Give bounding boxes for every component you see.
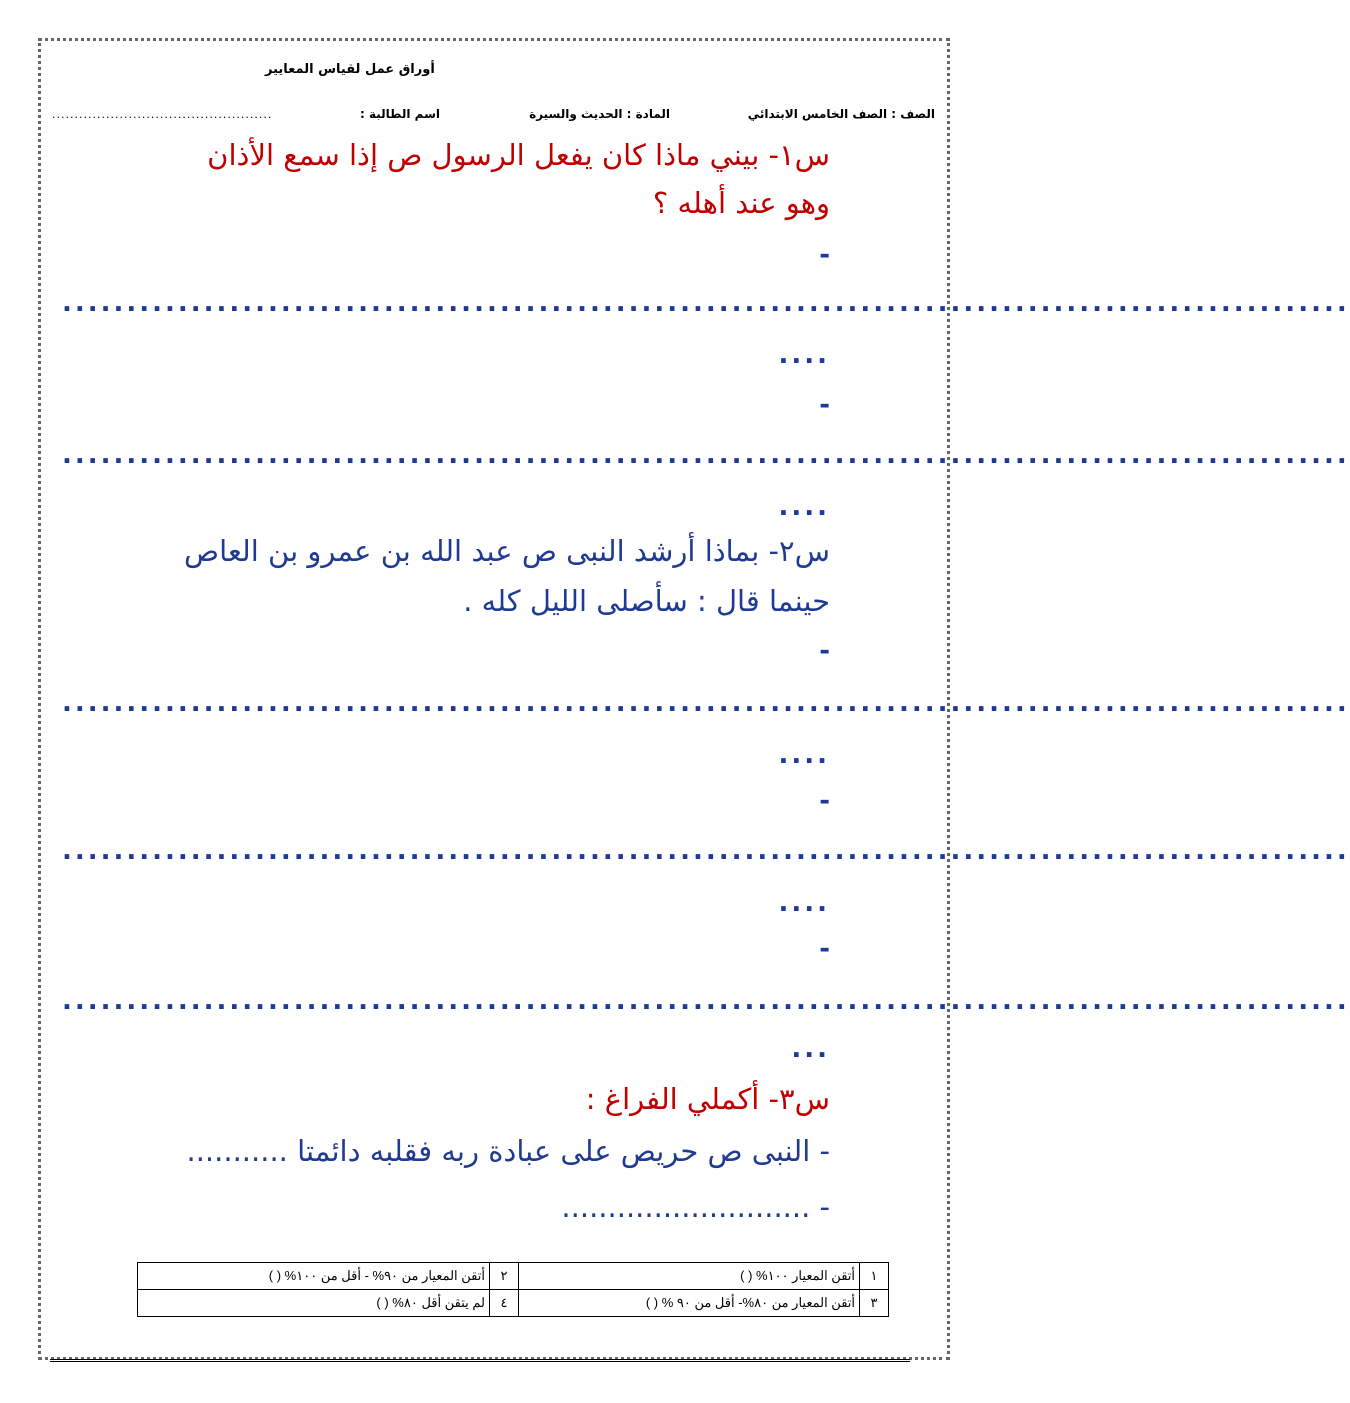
subject-label: المادة : الحديث والسيرة xyxy=(529,107,670,121)
answer-dash: - xyxy=(819,636,830,666)
answer-line-end[interactable]: .... xyxy=(778,492,830,522)
criteria-cell[interactable]: أتقن المعيار من ٨٠%- أقل من ٩٠ % ( ) xyxy=(518,1290,859,1317)
criteria-table xyxy=(137,1262,889,1317)
answer-dash: - xyxy=(819,390,830,420)
answer-line[interactable]: .................................................................................................... xyxy=(62,440,1350,470)
answer-dash: - xyxy=(819,240,830,270)
question-3-item-2[interactable]: - ........................... xyxy=(561,1190,830,1224)
student-name-blank[interactable]: ................................................. xyxy=(52,108,273,121)
question-3-title: س٣- أكملي الفراغ : xyxy=(585,1082,830,1116)
criteria-number: ٢ xyxy=(489,1263,518,1290)
answer-line[interactable]: .................................................................................................... xyxy=(62,288,1350,318)
answer-line-end[interactable]: .... xyxy=(778,740,830,770)
criteria-number: ٣ xyxy=(860,1290,889,1317)
bottom-divider xyxy=(50,1359,910,1362)
student-name-label: اسم الطالبة : xyxy=(360,107,440,121)
answer-line-end[interactable]: .... xyxy=(778,888,830,918)
question-2-line-2: حينما قال : سأصلى الليل كله . xyxy=(463,584,830,618)
table-row xyxy=(138,1290,889,1317)
worksheet-title: أوراق عمل لقياس المعايير xyxy=(265,62,435,77)
table-row xyxy=(138,1263,889,1290)
grade-label: الصف : الصف الخامس الابتدائي xyxy=(747,107,935,121)
question-1-line-1: س١- بيني ماذا كان يفعل الرسول ص إذا سمع الأذان xyxy=(207,138,830,172)
criteria-cell[interactable]: أتقن المعيار من ٩٠% - أقل من ١٠٠% ( ) xyxy=(138,1263,490,1290)
criteria-number: ٤ xyxy=(489,1290,518,1317)
answer-line[interactable]: .................................................................................................... xyxy=(62,986,1350,1016)
question-1-line-2: وهو عند أهله ؟ xyxy=(652,186,830,220)
answer-line[interactable]: .................................................................................................... xyxy=(62,688,1350,718)
answer-line[interactable]: .................................................................................................... xyxy=(62,836,1350,866)
answer-line-end[interactable]: .... xyxy=(778,340,830,370)
answer-dash: - xyxy=(819,786,830,816)
criteria-cell[interactable]: لم يتقن أقل ٨٠% ( ) xyxy=(138,1290,490,1317)
criteria-cell[interactable]: أتقن المعيار ١٠٠% ( ) xyxy=(518,1263,859,1290)
answer-dash: - xyxy=(819,934,830,964)
question-2-line-1: س٢- بماذا أرشد النبى ص عبد الله بن عمرو بن العاص xyxy=(184,534,830,568)
answer-line-end[interactable]: ... xyxy=(791,1034,830,1064)
question-3-item-1[interactable]: - النبى ص حريص على عبادة ربه فقلبه دائمتا ........... xyxy=(186,1134,830,1168)
criteria-number: ١ xyxy=(860,1263,889,1290)
